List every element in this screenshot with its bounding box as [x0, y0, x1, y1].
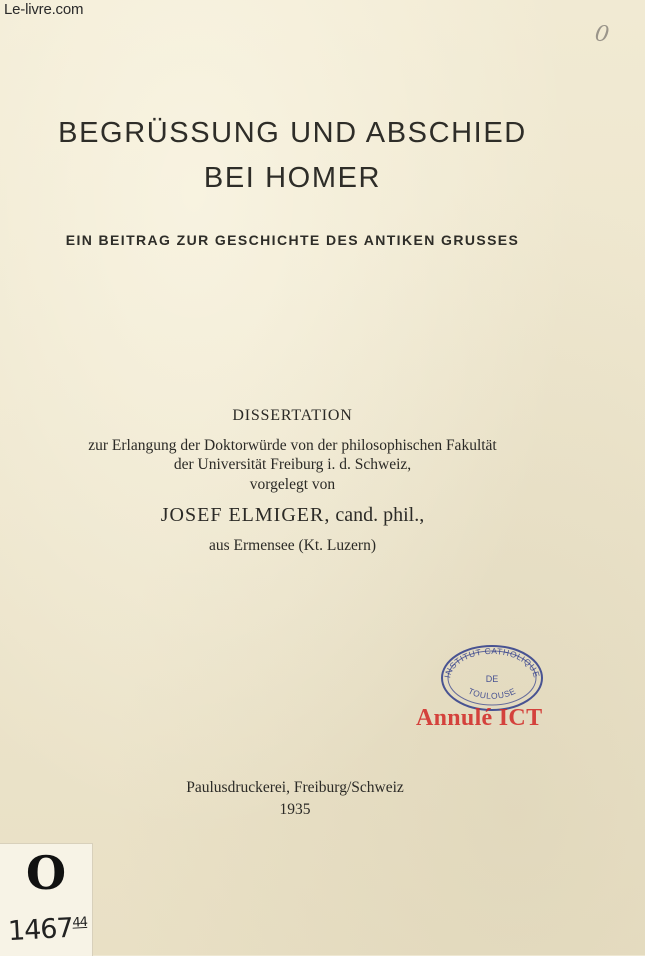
stamp-ring-bottom: TOULOUSE — [466, 685, 518, 701]
label-code-suffix: 44 — [72, 914, 88, 931]
label-code — [7, 912, 88, 947]
title-line-1: BEGRÜSSUNG UND ABSCHIED — [58, 117, 527, 149]
author-degree: cand. phil., — [335, 504, 425, 526]
cancelled-stamp: Annulé ICT — [416, 705, 543, 731]
dissertation-line-1: zur Erlangung der Doktorwürde von der philosophischen Fakultät — [88, 437, 497, 454]
dissertation-heading: DISSERTATION — [232, 407, 353, 424]
dissertation-line-3: vorgelegt von — [249, 476, 336, 493]
title-line-2: BEI HOMER — [203, 162, 382, 194]
label-code-number: 1467 — [7, 912, 74, 948]
watermark: Le-livre.com — [4, 1, 84, 18]
publication-year: 1935 — [279, 801, 311, 818]
library-stamp — [438, 642, 546, 714]
author-name: JOSEF ELMIGER, — [160, 504, 331, 526]
stamp-ring-top: INSTITUT CATHOLIQUE — [442, 645, 542, 679]
subtitle: EIN BEITRAG ZUR GESCHICHTE DES ANTIKEN GRUSSES — [65, 232, 520, 248]
stamp-center: DE — [485, 674, 499, 684]
label-letter: O — [25, 846, 67, 900]
author — [0, 504, 585, 527]
author-origin: aus Ermensee (Kt. Luzern) — [209, 537, 376, 554]
dissertation-line-2: der Universität Freiburg i. d. Schweiz, — [173, 456, 412, 473]
svg-text:TOULOUSE — [467, 686, 518, 701]
library-label — [0, 843, 93, 956]
pencil-mark: 0 — [593, 21, 611, 48]
printer-line: Paulusdruckerei, Freiburg/Schweiz — [186, 779, 404, 796]
